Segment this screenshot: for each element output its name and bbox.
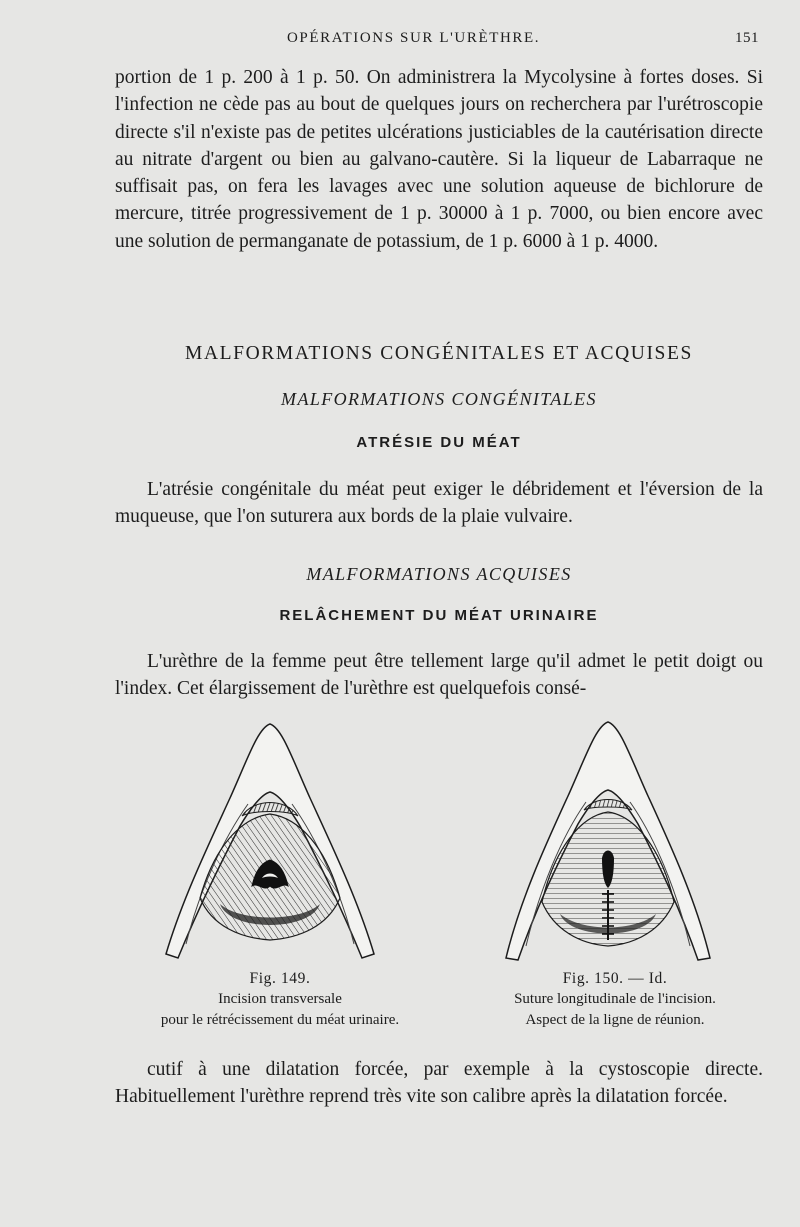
page-number: 151	[735, 30, 759, 46]
heading-relaxation: RELÂCHEMENT DU MÉAT URINAIRE	[279, 607, 599, 624]
figure-150-caption	[455, 968, 775, 1031]
paragraph-continuation: cutif à une dilatation forcée, par exemple à la cystoscopie directe. Habituellement l'urèthre reprend très vite son calibre après la dilatation forcée.	[115, 1059, 763, 1108]
figure-149-caption-line1: Incision transversale	[218, 991, 342, 1007]
paragraph-atresia: L'atrésie congénitale du méat peut exiger le débridement et l'éversion de la muqueuse, que l'on suturera aux bords de la plaie vulvaire.	[115, 479, 763, 528]
figure-149-caption-line2: pour le rétrécissement du méat urinaire.	[160, 1012, 400, 1028]
figure-150-caption-line2: Aspect de la ligne de réunion.	[525, 1012, 705, 1028]
page-header	[0, 27, 800, 51]
figure-149-illustration	[160, 718, 380, 968]
running-title: OPÉRATIONS SUR L'URÈTHRE.	[287, 30, 541, 46]
paragraph-relaxation: L'urèthre de la femme peut être tellement large qu'il admet le petit doigt ou l'index. Cet élargissement de l'urèthre est quelquefois consé-	[115, 651, 763, 700]
figure-149-label: Fig. 149.	[249, 970, 311, 987]
figure-150-caption-line1: Suture longitudinale de l'incision.	[514, 991, 716, 1007]
paragraph-treatment: portion de 1 p. 200 à 1 p. 50. On administrera la Mycolysine à fortes doses. Si l'infection ne cède pas au bout de quelques jours on recherchera par l'urétroscopie directe s'il n'existe pas de petites ulcérations justiciables de la cautérisation directe au nitrate d'argent ou bien au galvano-cautère. Si la liqueur de Labarraque ne suffisait pas, on fera les lavages avec une solution aqueuse de bichlorure de mercure, titrée progressivement de 1 p. 30000 à 1 p. 7000, ou bien encore avec une solution de permanganate de potassium, de 1 p. 6000 à 1 p. 4000.	[115, 67, 763, 252]
heading-atresia: ATRÉSIE DU MÉAT	[356, 434, 522, 451]
section-title: MALFORMATIONS CONGÉNITALES ET ACQUISES	[185, 343, 693, 364]
figure-150-label: Fig. 150. — Id.	[562, 970, 668, 987]
subsection-congenital: MALFORMATIONS CONGÉNITALES	[281, 389, 597, 409]
subsection-acquired: MALFORMATIONS ACQUISES	[306, 564, 572, 584]
figure-150-illustration	[498, 718, 718, 968]
figure-149-caption	[110, 968, 450, 1031]
